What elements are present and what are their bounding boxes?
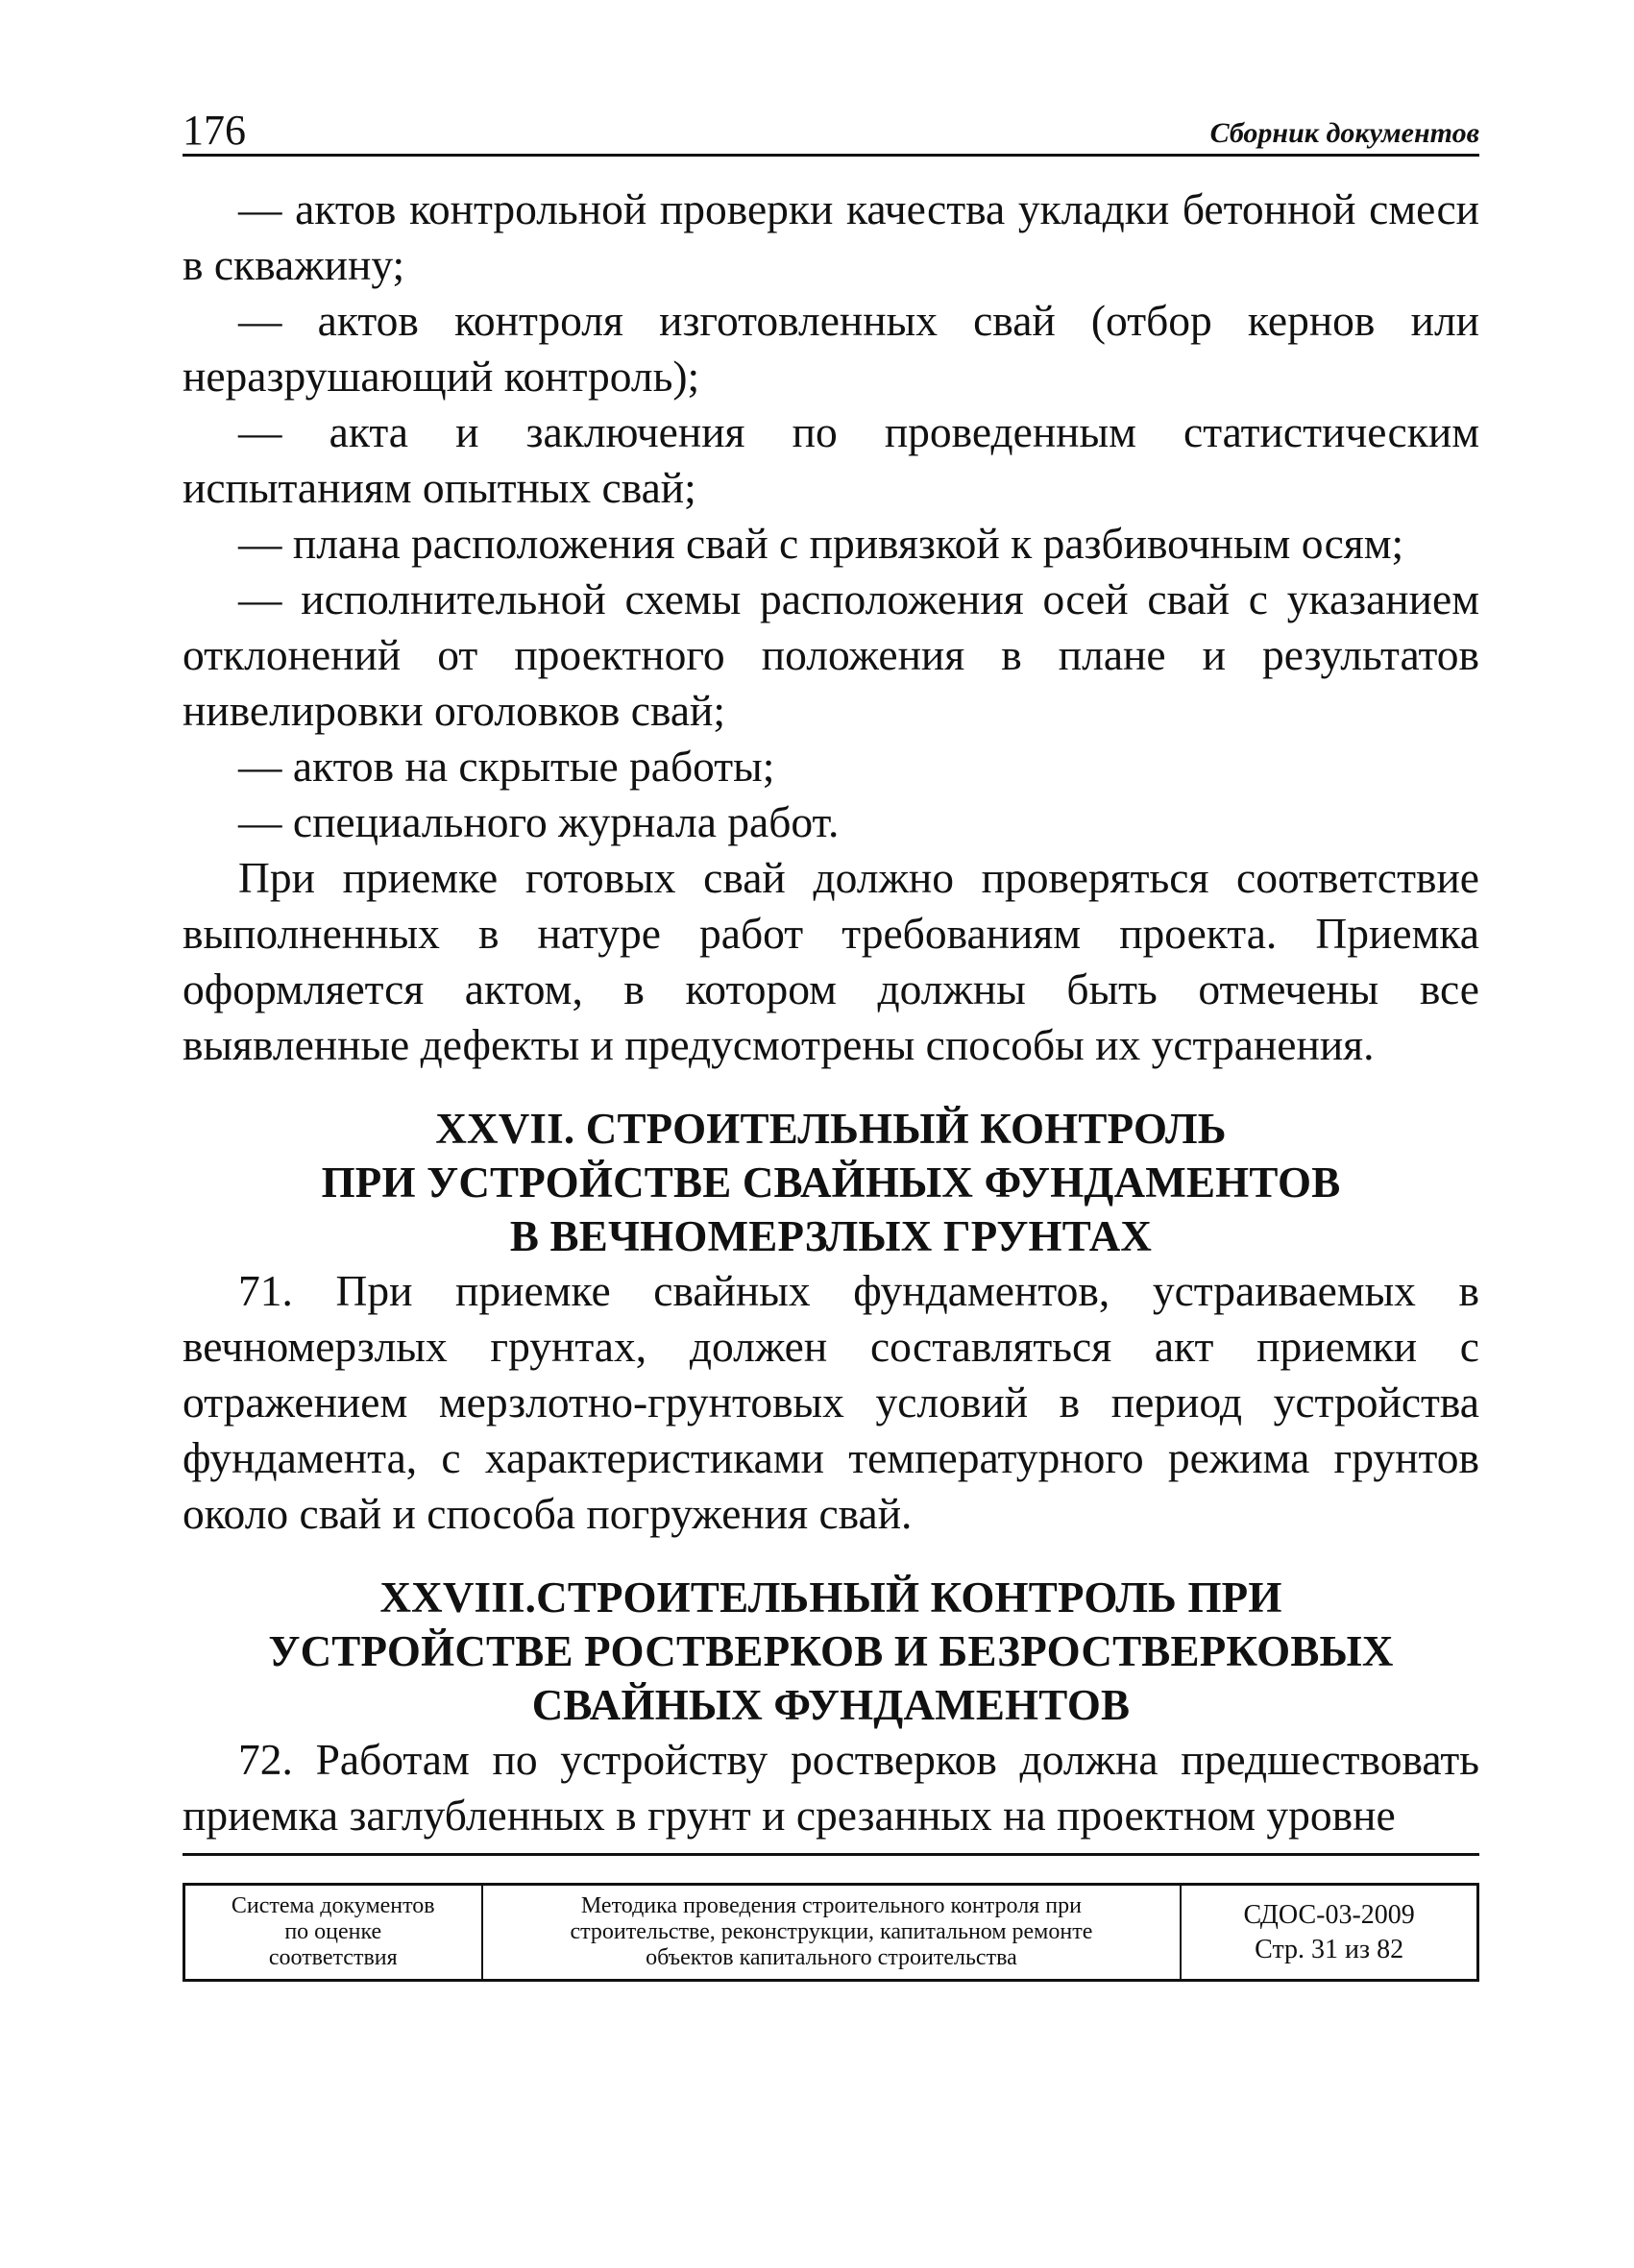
list-item: — актов на скрытые работы; (238, 742, 775, 791)
page-number: 176 (183, 107, 246, 154)
document-page (183, 96, 1479, 1982)
footer-text-line: объектов капитального строительства (646, 1945, 1017, 1970)
list-item: — исполнительной схемы расположения осей свай с указанием отклонений от проектного положения в плане и результатов нивелировки оголовков свай; (183, 574, 1479, 735)
footer-system-cell (184, 1885, 482, 1981)
collection-title: Сборник документов (1209, 117, 1479, 149)
running-header (183, 96, 1479, 157)
footer-text-line: строительстве, реконструкции, капитальном ремонте (570, 1919, 1093, 1944)
document-footer-table (183, 1883, 1479, 1982)
body-text (183, 182, 1479, 1843)
footer-code-cell (1181, 1885, 1477, 1981)
footer-divider (183, 1853, 1479, 1856)
list-item: — актов контрольной проверки качества укладки бетонной смеси в скважину; (183, 184, 1479, 289)
section-title-line: СВАЙНЫХ ФУНДАМЕНТОВ (531, 1681, 1131, 1729)
section-28-title (183, 1571, 1479, 1732)
document-code: СДОС-03-2009 (1243, 1899, 1415, 1930)
section-title-line: ПРИ УСТРОЙСТВЕ СВАЙНЫХ ФУНДАМЕНТОВ (321, 1158, 1341, 1207)
section-27-title (183, 1102, 1479, 1263)
section-title-line: XXVIII.СТРОИТЕЛЬНЫЙ КОНТРОЛЬ ПРИ (379, 1573, 1282, 1622)
footer-text-line: по оценке (284, 1919, 382, 1944)
page-counter: Стр. 31 из 82 (1255, 1934, 1404, 1964)
list-item: — плана расположения свай с привязкой к разбивочным осям; (238, 519, 1404, 568)
footer-text-line: Методика проведения строительного контроля при (580, 1893, 1082, 1918)
list-item: — специального журнала работ. (238, 797, 840, 846)
list-item: — акта и заключения по проведенным статистическим испытаниям опытных свай; (183, 407, 1479, 512)
footer-text-line: соответствия (268, 1945, 398, 1970)
paragraph-72: 72. Работам по устройству ростверков должна предшествовать приемка заглубленных в грунт и срезанных на проектном уровне (183, 1735, 1479, 1840)
acceptance-paragraph: При приемке готовых свай должно проверяться соответствие выполненных в натуре работ требованиям проекта. Приемка оформляется актом, в котором должны быть отмечены все выявленные дефекты и предусмотрены способы их устранения. (183, 853, 1479, 1069)
section-title-line: УСТРОЙСТВЕ РОСТВЕРКОВ И БЕЗРОСТВЕРКОВЫХ (268, 1627, 1394, 1675)
footer-text-line: Система документов (231, 1893, 435, 1918)
section-title-line: XXVII. СТРОИТЕЛЬНЫЙ КОНТРОЛЬ (435, 1105, 1227, 1153)
list-item: — актов контроля изготовленных свай (отбор кернов или неразрушающий контроль); (183, 296, 1479, 401)
footer-method-cell (482, 1885, 1182, 1981)
section-title-line: В ВЕЧНОМЕРЗЛЫХ ГРУНТАХ (509, 1212, 1153, 1260)
paragraph-71: 71. При приемке свайных фундаментов, устраиваемых в вечномерзлых грунтах, должен составляться акт приемки с отражением мерзлотно-грунтовых условий в период устройства фундамента, с характеристиками температурного режима грунтов около свай и способа погружения свай. (183, 1266, 1479, 1538)
